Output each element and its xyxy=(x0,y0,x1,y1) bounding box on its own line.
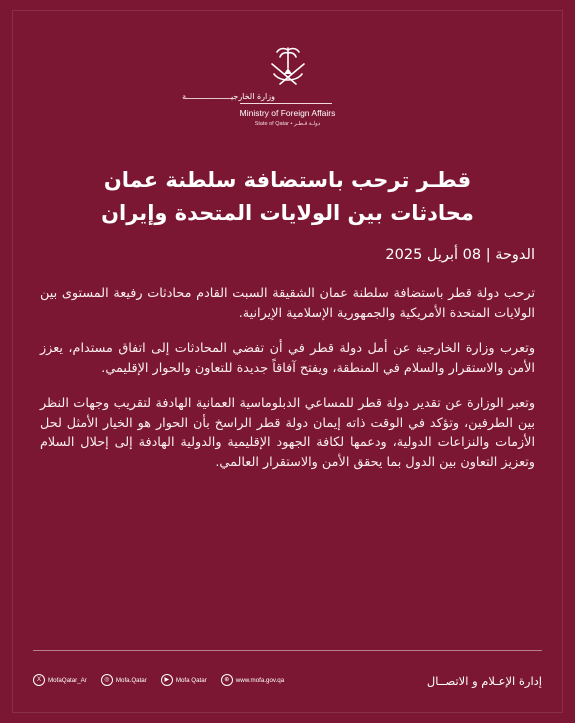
youtube-handle: Mofa Qatar xyxy=(175,676,207,684)
x-handle: MofaQatar_Ar xyxy=(48,676,87,684)
state-of-qatar-label: State of Qatar • دولـة قـطـر xyxy=(254,121,321,127)
qatar-emblem-icon xyxy=(266,44,310,88)
instagram-icon: ◎ xyxy=(101,674,113,686)
social-link-x[interactable] xyxy=(33,674,87,686)
title-line-2: محادثات بين الولايات المتحدة وإيران xyxy=(101,201,474,225)
social-link-youtube[interactable] xyxy=(161,674,207,686)
paragraph-1: ترحب دولة قطر باستضافة سلطنة عمان الشقيقة السبت القادم محادثات رفيعة المستوى بين الولايات المتحدة الأمريكية والجمهورية الإسلامية الإيرانية. xyxy=(40,286,535,321)
globe-icon: ⊕ xyxy=(221,674,233,686)
statement-body xyxy=(40,284,535,488)
social-link-instagram[interactable] xyxy=(101,674,147,686)
ministry-name-english: Ministry of Foreign Affairs xyxy=(239,108,336,118)
footer-divider xyxy=(33,650,542,651)
title-line-1: قطـر ترحب باستضافة سلطنة عمان xyxy=(103,168,472,192)
dateline: الدوحة | 08 أبريل 2025 xyxy=(385,247,535,263)
instagram-handle: Mofa.Qatar xyxy=(115,676,147,684)
department-name: إدارة الإعـلام و الاتصــال xyxy=(426,674,542,688)
ministry-logo xyxy=(0,44,575,127)
x-icon: X xyxy=(33,674,45,686)
logo-divider xyxy=(240,103,332,104)
website-url: www.mofa.gov.qa xyxy=(235,676,285,684)
statement-title xyxy=(40,164,535,230)
social-links xyxy=(33,674,298,686)
footer xyxy=(33,674,542,692)
paragraph-2: وتعرب وزارة الخارجية عن أمل دولة قطر في أن تفضي المحادثات إلى اتفاق مستدام، يعزز الأمن والاستقرار والسلام في المنطقة، ويفتح آفاقاً جديدة للتعاون والحوار الإقليمي. xyxy=(40,341,535,376)
youtube-icon: ▶ xyxy=(161,674,173,686)
social-link-website[interactable] xyxy=(221,674,284,686)
ministry-name-arabic: وزارة الخارجيـــــــــــــــــــة xyxy=(182,92,275,101)
paragraph-3: وتعبر الوزارة عن تقدير دولة قطر للمساعي الدبلوماسية العمانية الهادفة لتقريب وجهات النظر بين الطرفين، وتؤكد في الوقت ذاته إيمان دولة قطر الراسخ بأن الحوار هو الخيار الأمثل لحل الأزمات والنزاعات الدولية، ودعمها لكافة الجهود الإقليمية والدولية الهادفة إلى إحلال السلام وتعزيز التعاون بين الدول بما يحقق الأمن والاستقرار العالمي. xyxy=(40,396,535,470)
